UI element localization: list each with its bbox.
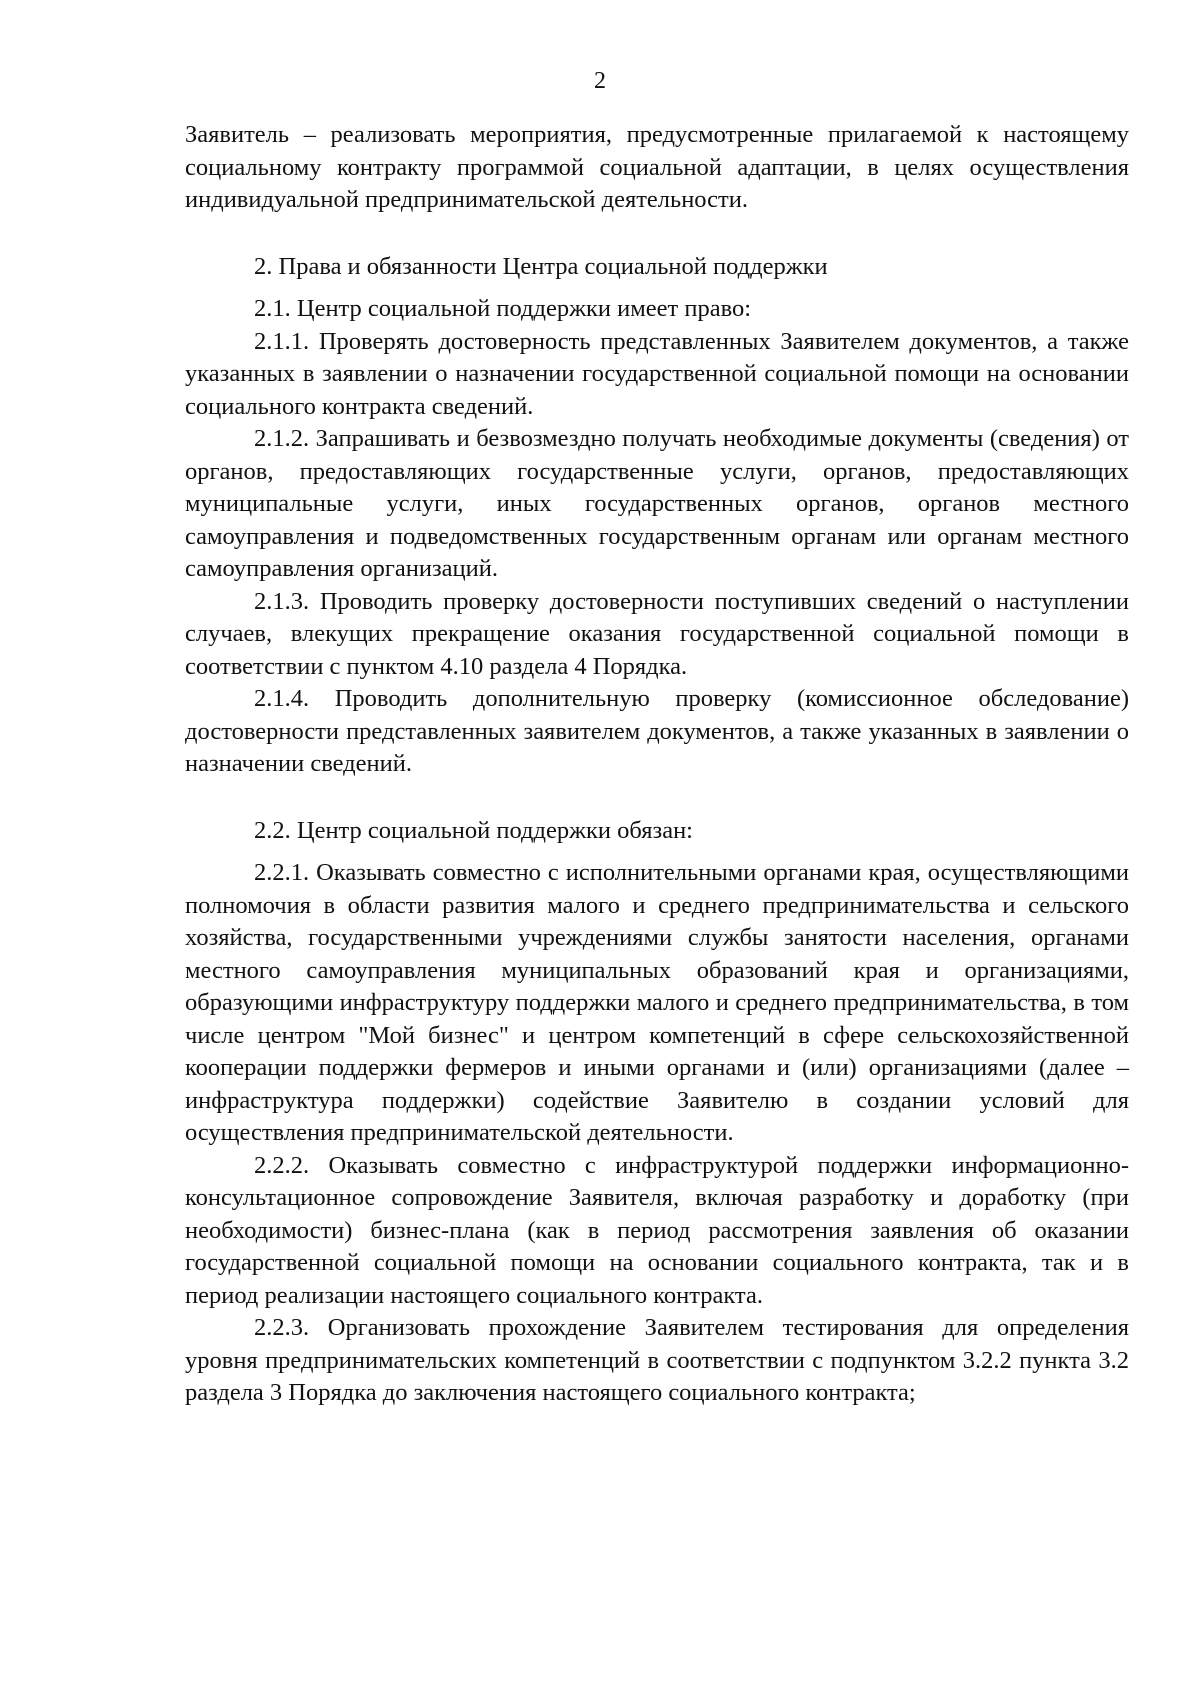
paragraph-2-1-4: 2.1.4. Проводить дополнительную проверку (комиссионное обследование) достоверности представленных заявителем документов, а также указанных в заявлении о назначении сведений. [185,685,1129,777]
paragraph-2-2-3: 2.2.3. Организовать прохождение Заявителем тестирования для определения уровня предпринимательских компетенций в соответствии с подпунктом 3.2.2 пункта 3.2 раздела 3 Порядка до заключения настоящего социального контракта; [185,1314,1129,1406]
paragraph-2-1: 2.1. Центр социальной поддержки имеет право: [254,295,752,322]
paragraph-2-2: 2.2. Центр социальной поддержки обязан: [254,816,693,844]
section-heading-2: 2. Права и обязанности Центра социальной поддержки [254,252,828,280]
paragraph-2-2-1: 2.2.1. Оказывать совместно с исполнительными органами края, осуществляющими полномочия в области развития малого и среднего предпринимательства и сельского хозяйства, государственными учреждениями службы занятости населения, органами местного самоуправления муниципальных образований края и организациями, образующими инфраструктуру поддержки малого и среднего предпринимательства, в том числе центром "Мой бизнес" и центром компетенций в сфере сельскохозяйственной кооперации поддержки фермеров и иными органами и (или) организациями (далее – инфраструктура поддержки) содействие Заявителю в создании условий для осуществления предпринимательской деятельности. [185,859,1129,1146]
paragraph-2-2-2: 2.2.2. Оказывать совместно с инфраструктурой поддержки информационно-консультационное сопровождение Заявителя, включая разработку и доработку (при необходимости) бизнес-плана (как в период рассмотрения заявления об оказании государственной социальной помощи на основании социального контракта, так и в период реализации настоящего социального контракта. [185,1151,1129,1309]
paragraph-2-1-3: 2.1.3. Проводить проверку достоверности поступивших сведений о наступлении случаев, влекущих прекращение оказания государственной социальной помощи в соответствии с пунктом 4.10 раздела 4 Порядка. [185,587,1129,680]
paragraph-2-1-2: 2.1.2. Запрашивать и безвозмездно получать необходимые документы (сведения) от органов, предоставляющих государственные услуги, органов, предоставляющих муниципальные услуги, иных государственных органов, органов местного самоуправления и подведомственных государственным органам или органам местного самоуправления организаций. [185,425,1129,582]
document-body [185,119,1129,1410]
page-number: 2 [594,68,606,94]
paragraph-2-1-1: 2.1.1. Проверять достоверность представленных Заявителем документов, а также указанных в заявлении о назначении государственной социальной помощи на основании социального контракта сведений. [185,327,1129,420]
paragraph-applicant-obligation: Заявитель – реализовать мероприятия, предусмотренные прилагаемой к настоящему социальному контракту программой социальной адаптации, в целях осуществления индивидуальной предпринимательской деятельности. [185,121,1129,213]
